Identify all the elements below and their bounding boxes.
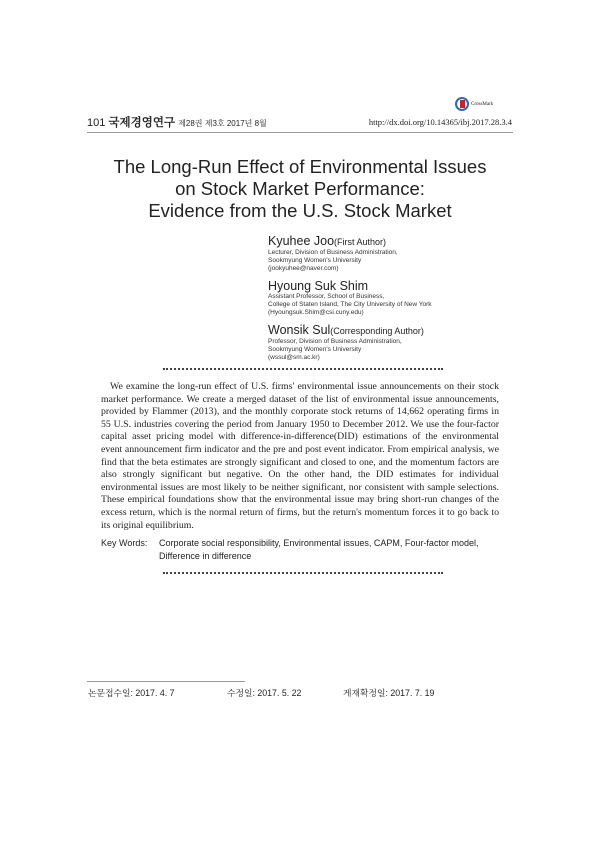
title-line: The Long-Run Effect of Environmental Issues <box>113 156 487 177</box>
author-affiliation: Professor, Division of Business Administration, <box>268 338 402 345</box>
header-divider <box>87 132 513 133</box>
doi-link[interactable]: http://dx.doi.org/10.14365/ibj.2017.28.3.4 <box>368 117 512 127</box>
page-number: 101 <box>87 117 106 129</box>
title-line: Evidence from the U.S. Stock Market <box>148 200 452 221</box>
revised-date: 수정일: 2017. 5. 22 <box>227 688 302 698</box>
author-role: (Corresponding Author) <box>330 326 424 336</box>
author-email: (jookyuhee@naver.com) <box>268 265 339 272</box>
abstract-section <box>101 381 499 574</box>
keywords-label: Key Words: <box>101 538 148 549</box>
author-block <box>268 323 528 362</box>
author-name: Wonsik Sul <box>268 323 331 337</box>
author-role: (First Author) <box>334 237 387 247</box>
crossmark-icon <box>455 97 469 111</box>
author-email: (Hyoungsuk.Shim@csi.cuny.edu) <box>268 309 364 316</box>
keywords-text: Corporate social responsibility, Environmental issues, CAPM, Four-factor model, Difference in difference <box>159 538 479 562</box>
journal-name: 국제경영연구 <box>108 117 176 129</box>
keywords <box>101 537 499 563</box>
author-email: (wssul@sm.ac.kr) <box>268 354 320 361</box>
issue-info: 제28권 제3호 2017년 8월 <box>178 119 267 128</box>
abstract: We examine the long-run effect of U.S. firms' environmental issue announcements on their stock market performance. We create a merged dataset of the list of environmental issue announcements, provided by Flammer (2013), and the monthly corporate stock returns of 14,662 operating firms in 55 U.S. industries covering the period from January 1950 to December 2012. We use the four-factor capital asset pricing model with difference-in-difference(DID) estimations of the environmental event announcement firm indicator and the pre and post event indicator. From empirical analysis, we find that the beta estimates are strongly significant and closed to one, and the momentum factors are also strongly significant but negative. On the other hand, the DID estimates for individual environmental issues are most likely to be neither significant, nor consistent with sample selections. These empirical foundations show that the environmental issue may bring short-run changes of the excess return, which is the normal return of firms, but the return's momentum forces it to go back to its original equilibrium. <box>101 381 499 531</box>
author-name: Hyoung Suk Shim <box>268 279 369 293</box>
author-affiliation: Sookmyung Women's University <box>268 257 362 264</box>
footnote-divider <box>87 681 245 682</box>
dotted-divider <box>163 368 443 370</box>
title-line: on Stock Market Performance: <box>175 178 425 199</box>
author-block <box>268 234 528 273</box>
crossmark-label: CrossMark <box>471 101 494 107</box>
author-affiliation: Assistant Professor, School of Business, <box>268 293 385 300</box>
paper-title <box>0 156 600 222</box>
author-affiliation: Sookmyung Women's University <box>268 346 362 353</box>
author-block <box>268 279 528 317</box>
author-name: Kyuhee Joo <box>268 234 335 248</box>
accepted-date: 게재확정일: 2017. 7. 19 <box>343 688 435 698</box>
crossmark-badge[interactable] <box>455 97 493 111</box>
submission-dates <box>88 686 434 699</box>
received-date: 논문접수일: 2017. 4. 7 <box>88 688 175 698</box>
author-affiliation: College of Staten Island, The City University of New York <box>268 301 432 308</box>
author-affiliation: Lecturer, Division of Business Administration, <box>268 249 398 256</box>
running-header <box>87 114 267 130</box>
dotted-divider <box>163 572 443 574</box>
author-list <box>268 234 528 368</box>
